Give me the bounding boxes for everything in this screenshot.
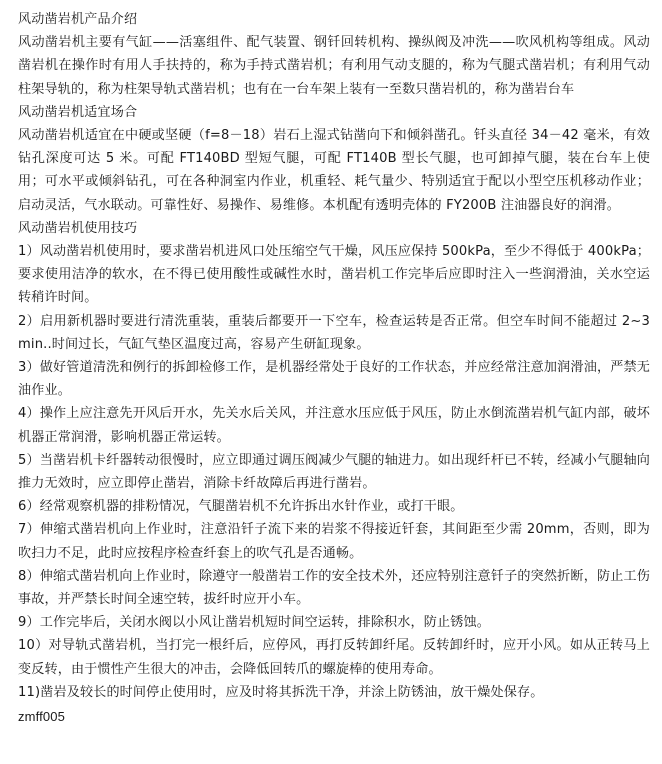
body-paragraph: 风动凿岩机主要有气缸——活塞组件、配气装置、钢钎回转机构、操纵阀及冲洗——吹风机构等组成。风动凿岩机在操作时有用人手扶持的，称为手持式凿岩机；有利用气动支腿的，称为气腿式凿岩机；有利用气动柱架导轨的，称为柱架导轨式凿岩机；也有在一台车架上装有一至数只凿岩机的，称为凿岩台车 (18, 35, 650, 97)
section-applications (18, 101, 650, 217)
section-intro (18, 8, 650, 101)
tip-item: 7）伸缩式凿岩机向上作业时，注意沿钎子流下来的岩浆不得接近钎套，其间距至少需 20mm，否则，即为吹扫力不足，此时应按程序检查纤套上的吹气孔是否通畅。 (18, 522, 650, 561)
tip-item: 10）对导轨式凿岩机，当打完一根纤后，应停风，再打反转卸纤尾。反转卸纤时，应开小风。如从正转马上变反转，由于惯性产生很大的冲击，会降低回转爪的螺旋棒的使用寿命。 (18, 638, 650, 677)
tip-item: 4）操作上应注意先开风后开水，先关水后关风，并注意水压应低于风压，防止水倒流凿岩机气缸内部，破坏机器正常润滑，影响机器正常运转。 (18, 406, 650, 445)
section-heading: 风动凿岩机适宜场合 (18, 104, 138, 120)
tip-item: 6）经常观察机器的排粉情况，气腿凿岩机不允许拆出水针作业，或打干眼。 (18, 499, 464, 515)
section-heading: 风动凿岩机产品介绍 (18, 12, 138, 27)
document-code: zmff005 (18, 709, 66, 725)
tip-item: 2）启用新机器时要进行清洗重装，重装后都要开一下空车，检查运转是否正常。但空车时间不能超过 2~3min..时间过长，气缸气垫区温度过高，容易产生研缸现象。 (18, 313, 650, 352)
section-heading: 风动凿岩机使用技巧 (18, 220, 138, 236)
tip-item: 1）风动凿岩机使用时，要求凿岩机进风口处压缩空气干燥，风压应保持 500kPa，至少不得低于 400kPa；要求使用洁净的软水，在不得已使用酸性或碱性水时，凿岩机工作完毕后应即时注入一些润滑油，关水空运转稍许时间。 (18, 244, 650, 306)
tip-item: 3）做好管道清洗和例行的拆卸检修工作，是机器经常处于良好的工作状态，并应经常注意加润滑油，严禁无油作业。 (18, 360, 650, 399)
section-usage-tips (18, 217, 650, 704)
tip-item: 8）伸缩式凿岩机向上作业时，除遵守一般凿岩工作的安全技术外，还应特别注意钎子的突然折断，防止工伤事故，并严禁长时间全速空转，拔纤时应开小车。 (18, 568, 650, 608)
tip-item: 9）工作完毕后，关闭水阀以小风让凿岩机短时间空运转，排除积水，防止锈蚀。 (18, 615, 491, 631)
body-paragraph: 风动凿岩机适宜在中硬或坚硬（f=8－18）岩石上湿式钻凿向下和倾斜凿孔。钎头直径 34－42 毫米，有效钻孔深度可达 5 米。可配 FT140BD 型短气腿，可配 FT140B 型长气腿，也可卸掉气腿，装在台车上使用；可水平或倾斜钻孔，可在各种洞室内作业，机重轻、耗气量少、特别适宜于配以小型空压机移动作业；启动灵活，气水联动。可靠性好、易操作、易维修。本机配有透明壳体的 FY200B 注油器良好的润滑。 (18, 128, 650, 213)
tip-item: 5）当凿岩机卡纤器转动很慢时，应立即通过调压阀减少气腿的轴进力。如出现纤杆已不转，经减小气腿轴向推力无效时，应立即停止凿岩，消除卡纤故障后再进行凿岩。 (18, 452, 650, 492)
tip-item: 11)凿岩及较长的时间停止使用时，应及时将其拆洗干净，并涂上防锈油，放干燥处保存。 (18, 684, 544, 700)
